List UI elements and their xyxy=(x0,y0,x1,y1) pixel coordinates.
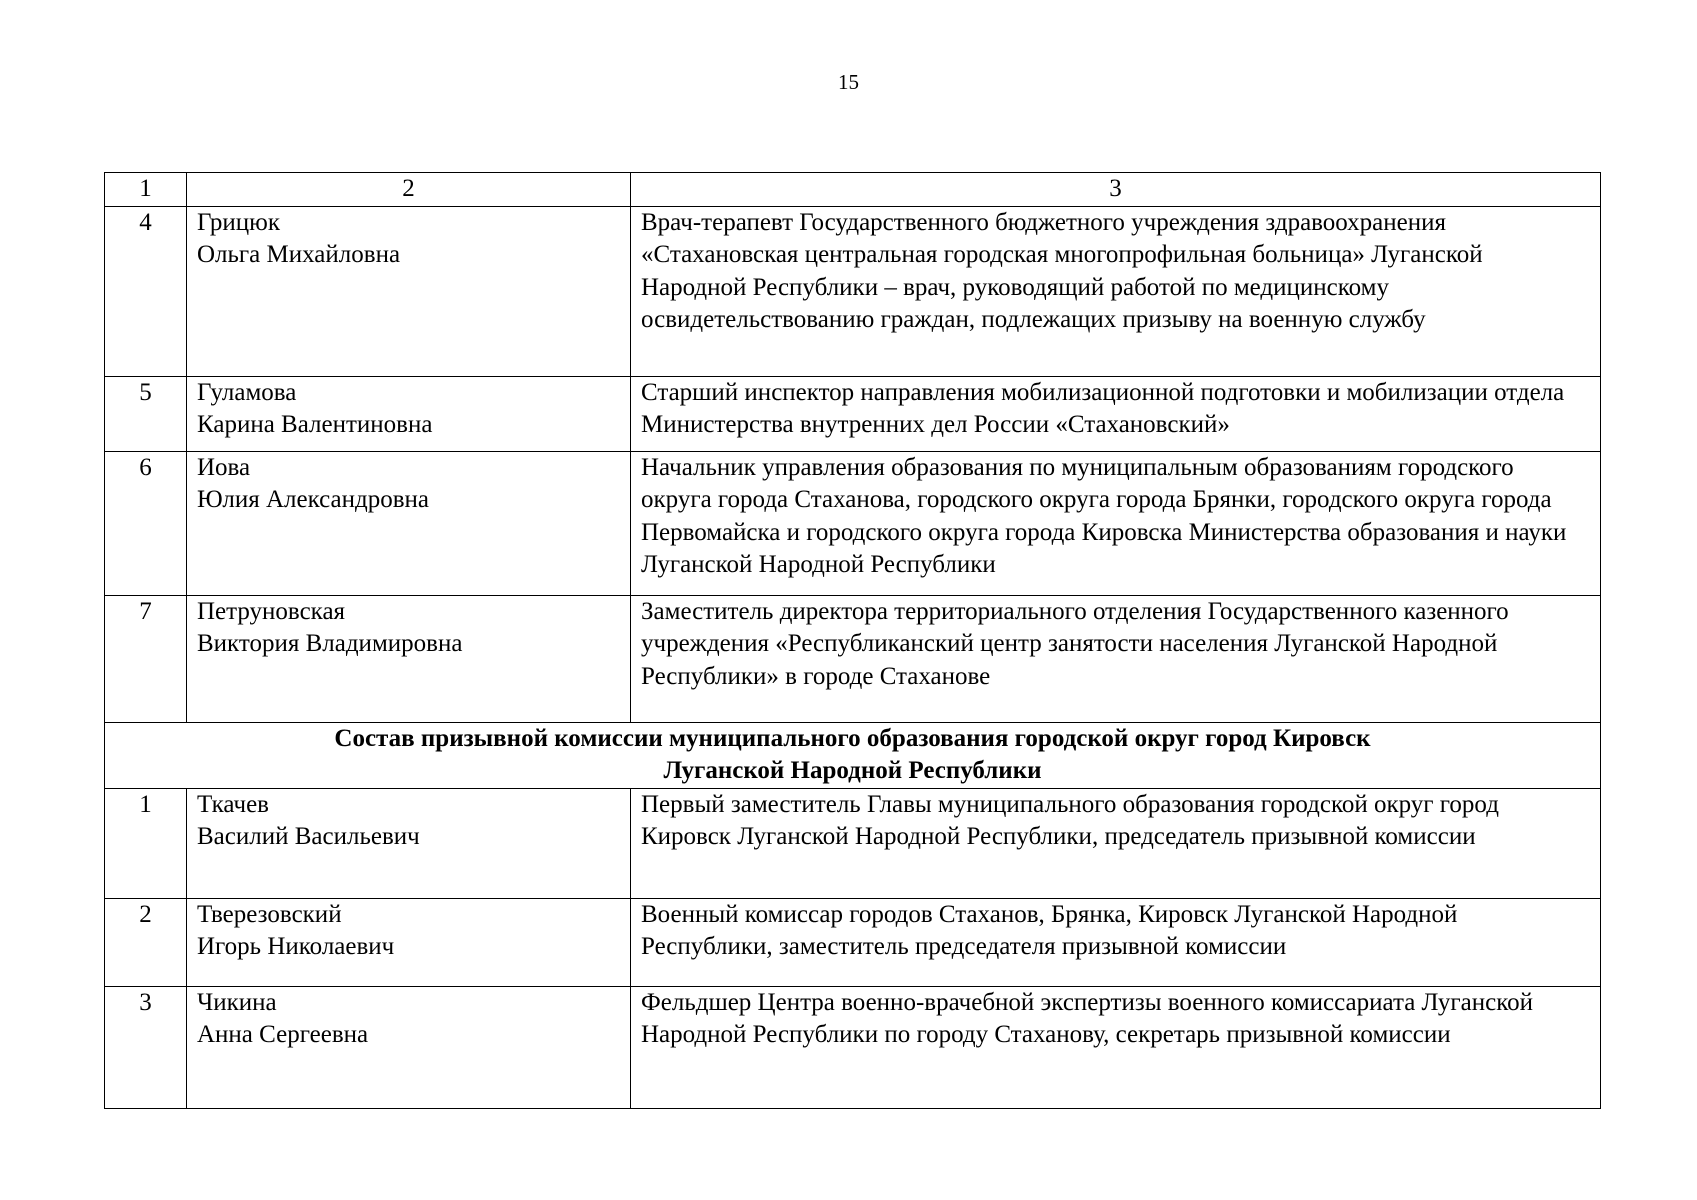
member-surname: Чикина xyxy=(197,988,277,1016)
row-number: 5 xyxy=(105,376,187,451)
member-given-names: Виктория Владимировна xyxy=(197,630,463,657)
section-title-line-1: Состав призывной комиссии муниципального образования городской округ город Кировск xyxy=(334,724,1371,752)
section-title xyxy=(105,722,1601,788)
table-row xyxy=(105,986,1601,1108)
member-given-names: Ольга Михайловна xyxy=(197,241,401,268)
table-row xyxy=(105,376,1601,451)
table-row xyxy=(105,898,1601,986)
member-name-cell xyxy=(187,451,631,595)
member-given-names: Анна Сергеевна xyxy=(197,1021,369,1048)
member-name-cell xyxy=(187,898,631,986)
member-surname: Петруновская xyxy=(197,597,346,625)
member-given-names: Юлия Александровна xyxy=(197,486,429,513)
row-number: 7 xyxy=(105,595,187,722)
member-given-names: Василий Васильевич xyxy=(197,823,420,850)
row-number: 1 xyxy=(105,788,187,898)
member-surname: Ткачев xyxy=(197,790,269,818)
column-header-3: 3 xyxy=(631,173,1601,207)
member-position: Начальник управления образования по муниципальным образованиям городского округа города Стаханова, городского округа города Брянки, городского округа города Первомайска и городского округа города Кировска Министерства образования и науки Луганской Народной Республики xyxy=(631,451,1601,595)
table-row xyxy=(105,206,1601,376)
member-given-names: Игорь Николаевич xyxy=(197,933,395,960)
member-given-names: Карина Валентиновна xyxy=(197,411,433,438)
member-position: Старший инспектор направления мобилизационной подготовки и мобилизации отдела Министерства внутренних дел России «Стахановский» xyxy=(631,376,1601,451)
member-name-cell xyxy=(187,376,631,451)
row-number: 4 xyxy=(105,206,187,376)
member-surname: Грицюк xyxy=(197,208,280,236)
table-row xyxy=(105,451,1601,595)
section-title-line-2: Луганской Народной Республики xyxy=(663,757,1042,784)
table-row xyxy=(105,788,1601,898)
member-surname: Гуламова xyxy=(197,378,297,406)
column-header-2: 2 xyxy=(187,173,631,207)
member-position: Фельдшер Центра военно-врачебной экспертизы военного комиссариата Луганской Народной Республики по городу Стаханову, секретарь призывной комиссии xyxy=(631,986,1601,1108)
member-position: Заместитель директора территориального отделения Государственного казенного учреждения «Республиканский центр занятости населения Луганской Народной Республики» в городе Стаханове xyxy=(631,595,1601,722)
table-header-row xyxy=(105,173,1601,207)
member-name-cell xyxy=(187,595,631,722)
member-name-cell xyxy=(187,788,631,898)
member-position: Врач-терапевт Государственного бюджетного учреждения здравоохранения «Стахановская центральная городская многопрофильная больница» Луганской Народной Республики – врач, руководящий работой по медицинскому освидетельствованию граждан, подлежащих призыву на военную службу xyxy=(631,206,1601,376)
page-number: 15 xyxy=(838,70,859,94)
member-name-cell xyxy=(187,206,631,376)
member-position: Первый заместитель Главы муниципального образования городской округ город Кировск Луганской Народной Республики, председатель призывной комиссии xyxy=(631,788,1601,898)
row-number: 3 xyxy=(105,986,187,1108)
member-position: Военный комиссар городов Стаханов, Брянка, Кировск Луганской Народной Республики, заместитель председателя призывной комиссии xyxy=(631,898,1601,986)
section-title-row xyxy=(105,722,1601,788)
member-surname: Тверезовский xyxy=(197,900,342,928)
member-name-cell xyxy=(187,986,631,1108)
row-number: 6 xyxy=(105,451,187,595)
member-surname: Иова xyxy=(197,453,251,481)
column-header-1: 1 xyxy=(105,173,187,207)
table-row xyxy=(105,595,1601,722)
row-number: 2 xyxy=(105,898,187,986)
commission-table xyxy=(104,172,1601,1109)
